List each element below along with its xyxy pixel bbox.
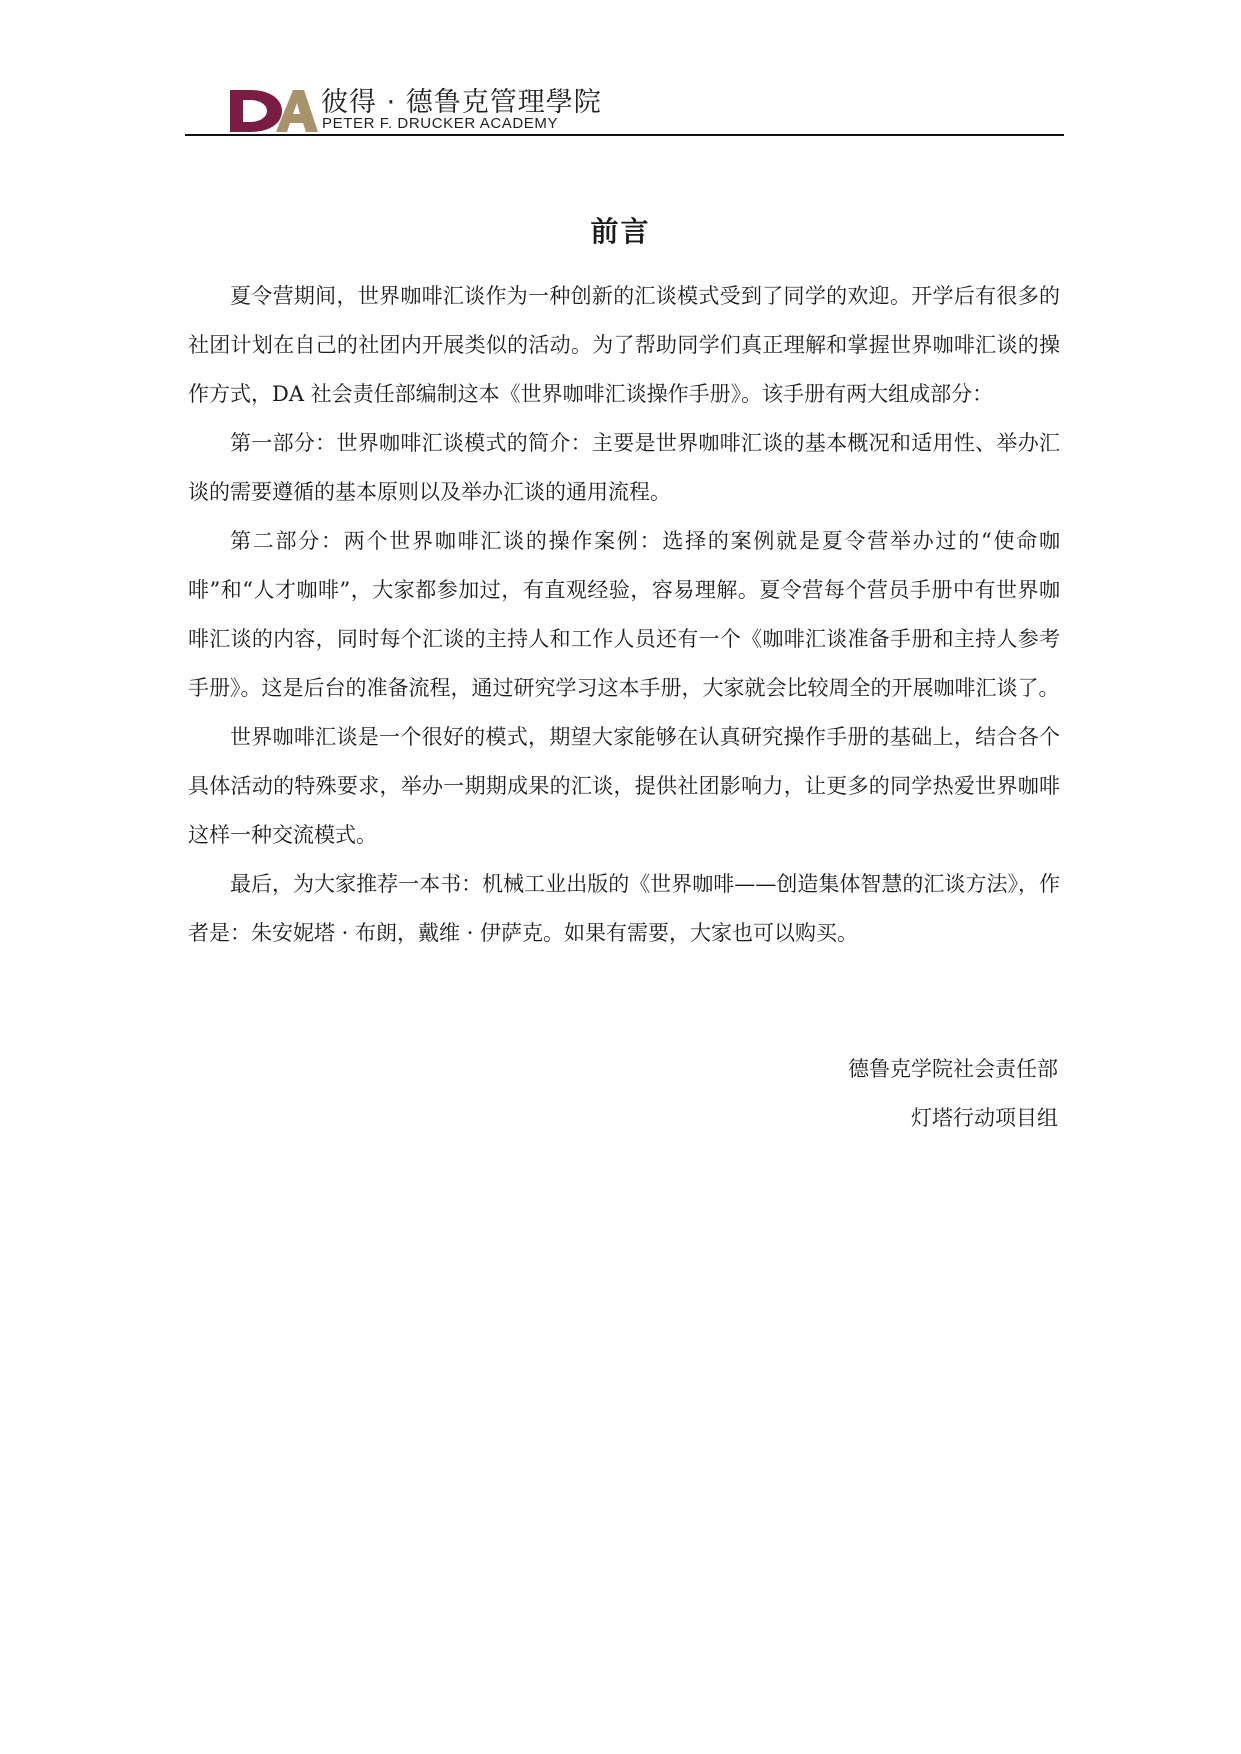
da-logo-icon bbox=[230, 90, 318, 132]
paragraph-part-two: 第二部分：两个世界咖啡汇谈的操作案例：选择的案例就是夏令营举办过的“使命咖啡”和“人才咖啡”，大家都参加过，有直观经验，容易理解。夏令营每个营员手册中有世界咖啡汇谈的内容，同时每个汇谈的主持人和工作人员还有一个《咖啡汇谈准备手册和主持人参考手册》。这是后台的准备流程，通过研究学习这本手册，大家就会比较周全的开展咖啡汇谈了。 bbox=[188, 529, 1060, 700]
page-title: 前言 bbox=[590, 215, 651, 248]
signature-project-group: 灯塔行动项目组 bbox=[911, 1106, 1058, 1130]
academy-name-en: PETER F. DRUCKER ACADEMY bbox=[322, 115, 559, 132]
header-divider bbox=[185, 134, 1064, 136]
signature-block bbox=[848, 1045, 1058, 1143]
academy-name-cn: 彼得 · 德鲁克管理學院 bbox=[321, 87, 602, 118]
page-header bbox=[185, 82, 1063, 134]
paragraph-intro: 夏令营期间，世界咖啡汇谈作为一种创新的汇谈模式受到了同学的欢迎。开学后有很多的社团计划在自己的社团内开展类似的活动。为了帮助同学们真正理解和掌握世界咖啡汇谈的操作方式，DA 社会责任部编制这本《世界咖啡汇谈操作手册》。该手册有两大组成部分： bbox=[188, 284, 1060, 406]
paragraph-expectation: 世界咖啡汇谈是一个很好的模式，期望大家能够在认真研究操作手册的基础上，结合各个具体活动的特殊要求，举办一期期成果的汇谈，提供社团影响力，让更多的同学热爱世界咖啡这样一种交流模式。 bbox=[188, 725, 1060, 847]
document-body bbox=[188, 272, 1060, 958]
paragraph-part-one: 第一部分：世界咖啡汇谈模式的简介：主要是世界咖啡汇谈的基本概况和适用性、举办汇谈的需要遵循的基本原则以及举办汇谈的通用流程。 bbox=[188, 431, 1060, 504]
paragraph-book-recommendation: 最后，为大家推荐一本书：机械工业出版的《世界咖啡——创造集体智慧的汇谈方法》，作者是：朱安妮塔 · 布朗，戴维 · 伊萨克。如果有需要，大家也可以购买。 bbox=[188, 872, 1060, 945]
signature-department: 德鲁克学院社会责任部 bbox=[848, 1057, 1058, 1081]
